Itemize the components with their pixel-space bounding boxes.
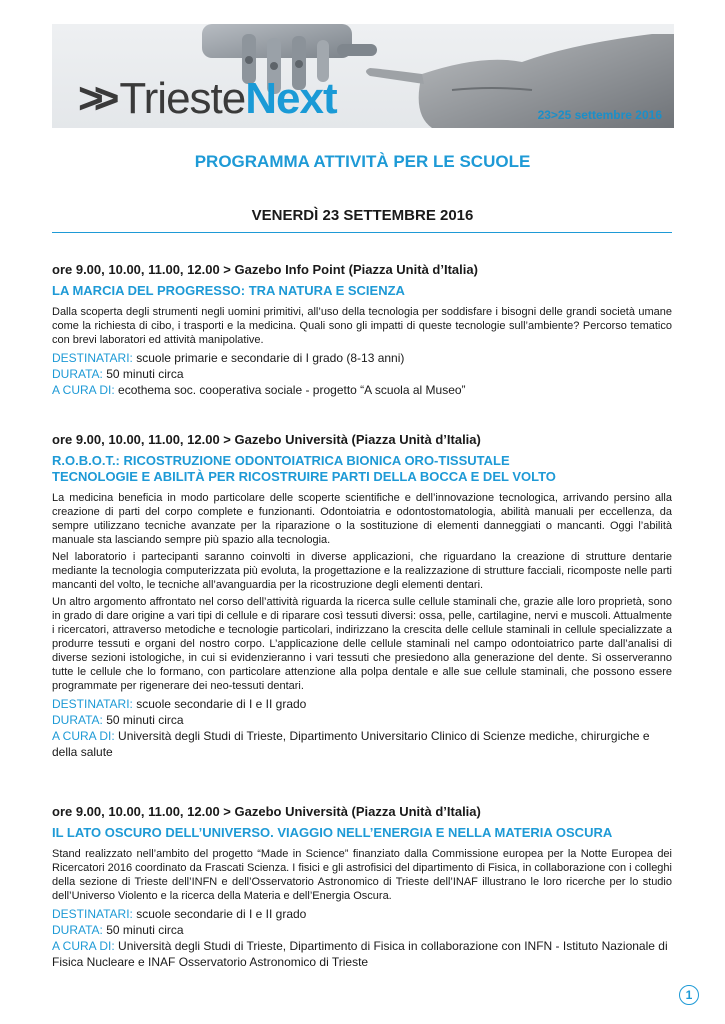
audience-label: DESTINATARI: bbox=[52, 697, 133, 711]
organizer-label: A CURA DI: bbox=[52, 383, 115, 397]
day-heading: VENERDÌ 23 SETTEMBRE 2016 bbox=[251, 207, 474, 224]
duration-value: 50 minuti circa bbox=[106, 367, 184, 381]
logo-arrows: >> bbox=[78, 74, 110, 123]
session-title-line-1: R.O.B.O.T.: RICOSTRUZIONE ODONTOIATRICA BIONICA ORO-TISSUTALE bbox=[52, 453, 510, 468]
session-title bbox=[52, 453, 672, 485]
organizer-label: A CURA DI: bbox=[52, 939, 115, 953]
event-logo bbox=[78, 74, 337, 124]
audience-label: DESTINATARI: bbox=[52, 907, 133, 921]
session-duration bbox=[52, 712, 672, 728]
audience-value: scuole primarie e secondarie di I grado (8-13 anni) bbox=[136, 351, 405, 365]
divider bbox=[52, 232, 672, 233]
session-description: La medicina beneficia in modo particolare delle scoperte scientifiche e dell’innovazione tecnologica, arrivando persino alla creazione di parti del corpo complete e funzionanti. Odontoiatria e odontostomatologia, abilità manuali per eccellenza, da sempre utilizzano tecniche avanzate per la riparazione o la sostituzione di elementi danneggiati o mancanti. Oggi l’abilità manuale sta lasciando sempre più spazio alla tecnologia. bbox=[52, 492, 672, 546]
session-duration bbox=[52, 366, 672, 382]
session-description: Stand realizzato nell’ambito del progetto “Made in Science” finanziato dalla Commissione europea per la Notte Europea dei Ricercatori 2016 coordinato da Frascati Scienza. I fisici e gli astrofisici del dipartimento di Fisica, in collaborazione con i colleghi della sezione di Trieste dell’INFN e dell’Osservatorio Astronomico di Trieste dell’INAF illustrano le loro ricerche per lo studio dell’Universo Violento e la ricerca della Materia e dell’Energia Oscura. bbox=[52, 848, 672, 902]
logo-next: Next bbox=[245, 74, 337, 123]
session-audience bbox=[52, 696, 672, 712]
audience-label: DESTINATARI: bbox=[52, 351, 133, 365]
session-time-location: ore 9.00, 10.00, 11.00, 12.00 > Gazebo Università (Piazza Unità d’Italia) bbox=[52, 432, 481, 447]
duration-value: 50 minuti circa bbox=[106, 713, 184, 727]
session-title-line-2: TECNOLOGIE E ABILITÀ PER RICOSTRUIRE PARTI DELLA BOCCA E DEL VOLTO bbox=[52, 469, 556, 484]
page-number: 1 bbox=[679, 985, 699, 1005]
session-title: LA MARCIA DEL PROGRESSO: TRA NATURA E SCIENZA bbox=[52, 283, 405, 298]
organizer-label: A CURA DI: bbox=[52, 729, 115, 743]
session-audience bbox=[52, 350, 672, 366]
logo-trieste: Trieste bbox=[119, 74, 246, 123]
session-organizer bbox=[52, 938, 672, 970]
session-description: Un altro argomento affrontato nel corso dell’attività riguarda la ricerca sulle cellule staminali che, grazie alle loro proprietà, sono in grado di dare origine a vari tipi di cellule e di riparare così tessuti diversi: ossa, pelle, cartilagine, nervi e muscoli. Attualmente i ricercatori, attraverso metodiche e tecnologie particolari, indirizzano la crescita delle cellule staminali in cellule specializzate a produrre tessuti e organi del nostro corpo. L’applicazione delle cellule staminali nel campo odontoiatrico parte dall’analisi di diverse sezioni istologiche, in cui si evidenzieranno i vari tessuti che presiedono alla generazione del dente. Si osserveranno tutte le cellule che lo formano, con particolare attenzione alla polpa dentale e alle sue cellule staminali, che possono essere programmate per rigenerare dei neo-tessuti dentari. bbox=[52, 596, 672, 692]
header-banner bbox=[52, 24, 674, 128]
organizer-value: Università degli Studi di Trieste, Dipartimento Universitario Clinico di Scienze mediche, chirurgiche e della salute bbox=[52, 729, 650, 759]
session-time-location: ore 9.00, 10.00, 11.00, 12.00 > Gazebo Università (Piazza Unità d’Italia) bbox=[52, 804, 481, 819]
audience-value: scuole secondarie di I e II grado bbox=[136, 697, 307, 711]
session-2 bbox=[52, 432, 672, 760]
duration-value: 50 minuti circa bbox=[106, 923, 184, 937]
duration-label: DURATA: bbox=[52, 923, 103, 937]
session-organizer bbox=[52, 382, 672, 398]
session-duration bbox=[52, 922, 672, 938]
session-audience bbox=[52, 906, 672, 922]
organizer-value: Università degli Studi di Trieste, Dipartimento di Fisica in collaborazione con INFN - Istituto Nazionale di Fisica Nucleare e INAF Osservatorio Astronomico di Trieste bbox=[52, 939, 668, 969]
session-3 bbox=[52, 804, 672, 970]
session-title: IL LATO OSCURO DELL’UNIVERSO. VIAGGIO NELL’ENERGIA E NELLA MATERIA OSCURA bbox=[52, 825, 613, 840]
session-time-location: ore 9.00, 10.00, 11.00, 12.00 > Gazebo Info Point (Piazza Unità d’Italia) bbox=[52, 262, 478, 277]
session-description: Nel laboratorio i partecipanti saranno coinvolti in diverse applicazioni, che riguardano la creazione di strutture dentarie mediante la tecnologia computerizzata più evoluta, la progettazione e la realizzazione di strutture facciali, ricomposte nelle parti mancanti del volto, le tecniche all’avanguardia per la ricostruzione degli elementi dentari. bbox=[52, 551, 672, 591]
duration-label: DURATA: bbox=[52, 713, 103, 727]
session-description: Dalla scoperta degli strumenti negli uomini primitivi, all’uso della tecnologia per soddisfare i bisogni delle grandi società umane come la richiesta di cibo, i trasporti e la medicina. Quali sono gli impatti di queste tecnologie sull’ambiente? Percorso tematico con brevi laboratori ed attività manipolative. bbox=[52, 306, 672, 346]
audience-value: scuole secondarie di I e II grado bbox=[136, 907, 307, 921]
organizer-value: ecothema soc. cooperativa sociale - progetto “A scuola al Museo” bbox=[118, 383, 466, 397]
session-1 bbox=[52, 262, 672, 398]
page-title: PROGRAMMA ATTIVITÀ PER LE SCUOLE bbox=[194, 152, 531, 171]
event-dates: 23>25 settembre 2016 bbox=[537, 108, 662, 122]
duration-label: DURATA: bbox=[52, 367, 103, 381]
session-organizer bbox=[52, 728, 672, 760]
